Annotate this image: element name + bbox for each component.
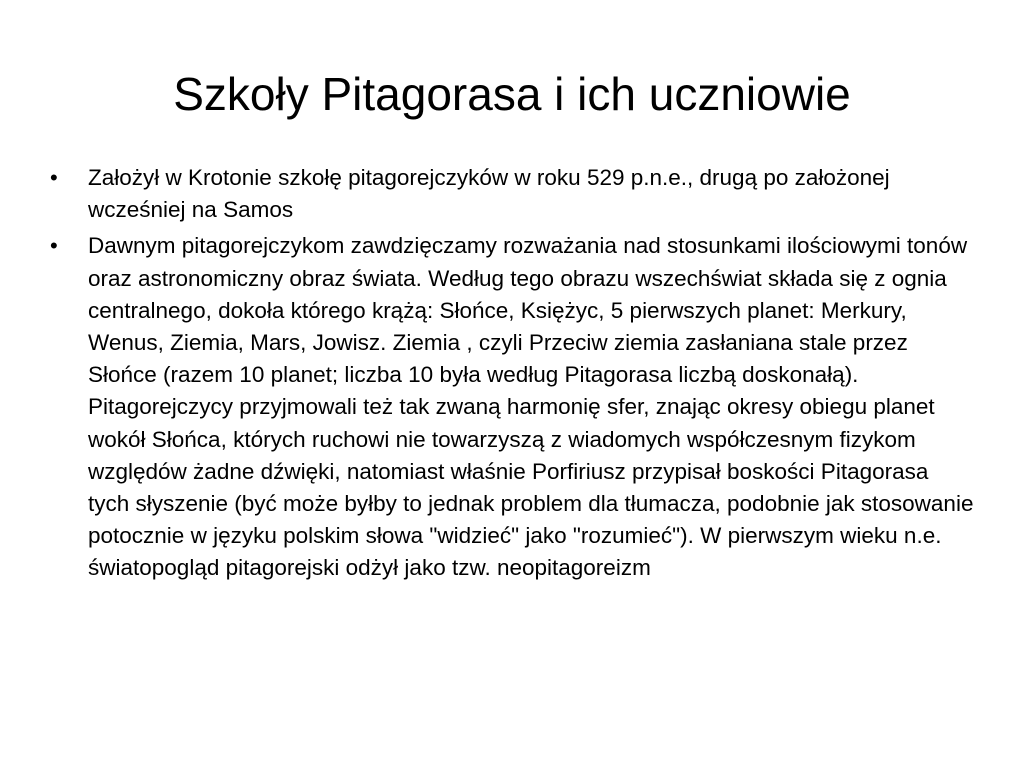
slide-title: Szkoły Pitagorasa i ich uczniowie [173, 68, 851, 120]
bullet-list [50, 162, 975, 589]
bullet-item-teachings [50, 230, 975, 584]
bullet-dot-icon: • [50, 165, 58, 190]
bullet-text-teachings: Dawnym pitagorejczykom zawdzięczamy rozważania nad stosunkami ilościowymi tonów oraz astronomiczny obraz świata. Według tego obrazu wszechświat składa się z ognia centralnego, dokoła którego krążą: Słońce, Księżyc, 5 pierwszych planet: Merkury, Wenus, Ziemia, Mars, Jowisz. Ziemia , czyli Przeciw ziemia zasłaniana stale przez Słońce (razem 10 planet; liczba 10 była według Pitagorasa liczbą doskonałą). Pitagorejczycy przyjmowali też tak zwaną harmonię sfer, znając okresy obiegu planet wokół Słońca, których ruchowi nie towarzyszą z wiadomych współczesnym fizykom względów żadne dźwięki, natomiast właśnie Porfiriusz przypisał boskości Pitagorasa tych słyszenie (być może byłby to jednak problem dla tłumacza, podobnie jak stosowanie potocznie w języku polskim słowa "widzieć" jako "rozumieć"). W pierwszym wieku n.e. światopogląd pitagorejski odżył jako tzw. neopitagoreizm [88, 233, 974, 581]
bullet-text-founding: Założył w Krotonie szkołę pitagorejczyków w roku 529 p.n.e., drugą po założonej wcześniej na Samos [88, 165, 890, 223]
bullet-dot-icon: • [50, 233, 58, 259]
bullet-item-founding [50, 162, 975, 226]
